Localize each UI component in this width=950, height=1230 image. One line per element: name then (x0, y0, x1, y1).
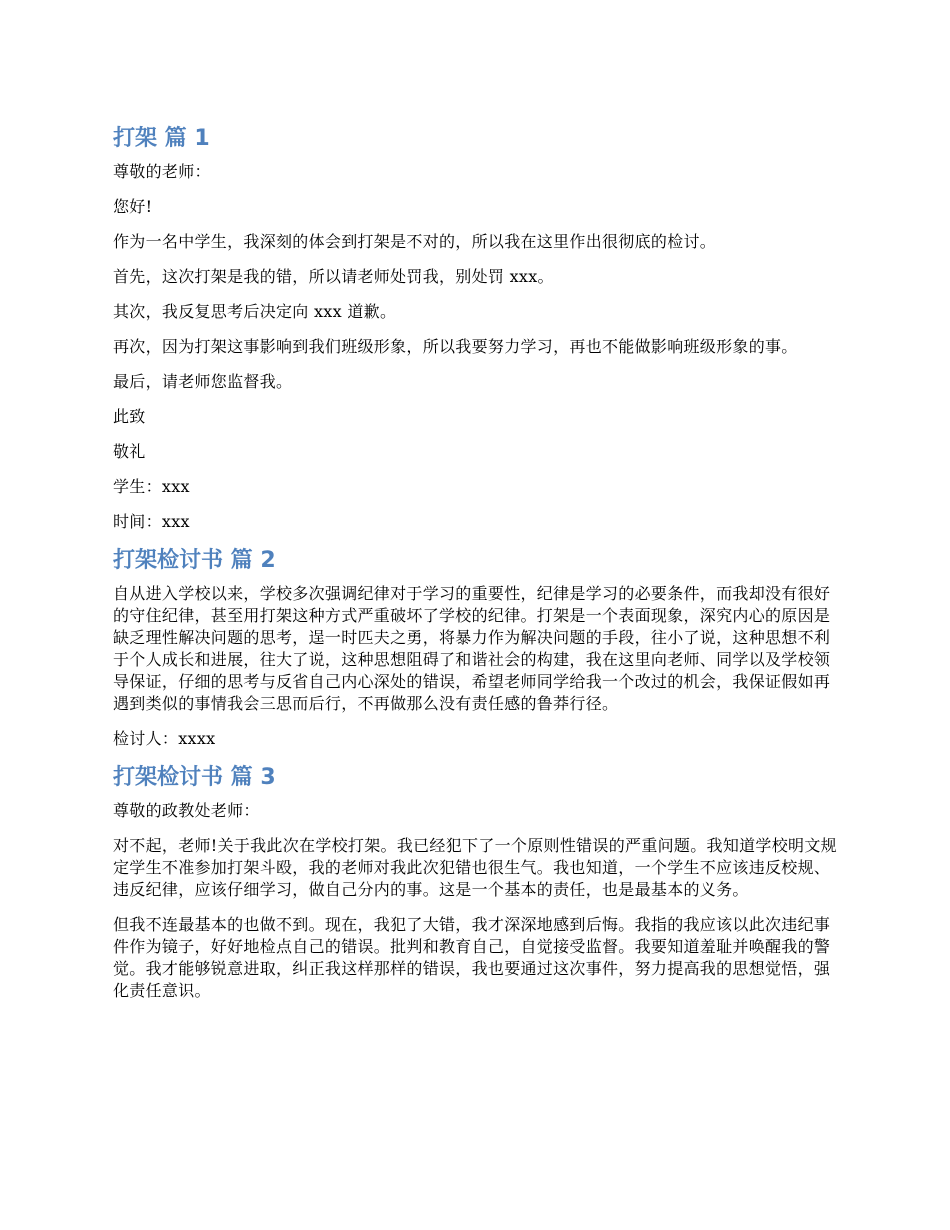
body-paragraph: 但我不连最基本的也做不到。现在，我犯了大错，我才深深地感到后悔。我指的我应该以此次违纪事件作为镜子，好好地检点自己的错误。批判和教育自己，自觉接受监督。我要知道羞耻并唤醒我的警觉。我才能够锐意进取，纠正我这样那样的错误，我也要通过这次事件，努力提高我的思想觉悟，强化责任意识。 (113, 915, 831, 1000)
section-3 (113, 763, 841, 1002)
section-2 (113, 546, 841, 750)
body-paragraph: 其次，我反复思考后决定向 xxx 道歉。 (113, 302, 397, 321)
section-heading: 打架 篇 1 (113, 126, 210, 151)
salutation: 尊敬的老师： (113, 162, 211, 181)
body-paragraph: 对不起，老师!关于我此次在学校打架。我已经犯下了一个原则性错误的严重问题。我知道学校明文规定学生不准参加打架斗殴，我的老师对我此次犯错也很生气。我也知道，一个学生不应该违反校规、违反纪律，应该仔细学习，做自己分内的事。这是一个基本的责任，也是最基本的义务。 (113, 836, 837, 899)
document-page (113, 124, 841, 1015)
closing-line: 敬礼 (113, 442, 146, 461)
signature-student: 学生：xxx (113, 477, 190, 496)
section-heading: 打架检讨书 篇 3 (113, 765, 276, 790)
signature-date: 时间：xxx (113, 512, 190, 531)
greeting: 您好! (113, 197, 153, 216)
section-heading: 打架检讨书 篇 2 (113, 548, 276, 573)
body-paragraph: 首先，这次打架是我的错，所以请老师处罚我，别处罚 xxx。 (113, 267, 554, 286)
closing-line: 此致 (113, 407, 146, 426)
body-paragraph: 自从进入学校以来，学校多次强调纪律对于学习的重要性，纪律是学习的必要条件，而我却没有很好的守住纪律，甚至用打架这种方式严重破坏了学校的纪律。打架是一个表面现象，深究内心的原因是缺乏理性解决问题的思考，逞一时匹夫之勇，将暴力作为解决问题的手段，往小了说，这种思想不利于个人成长和进展，往大了说，这种思想阻碍了和谐社会的构建，我在这里向老师、同学以及学校领导保证，仔细的思考与反省自己内心深处的错误，希望老师同学给我一个改过的机会，我保证假如再遇到类似的事情我会三思而后行，不再做那么没有责任感的鲁莽行径。 (113, 584, 831, 713)
signature-reviewer: 检讨人：xxxx (113, 729, 216, 748)
body-paragraph: 作为一名中学生，我深刻的体会到打架是不对的，所以我在这里作出很彻底的检讨。 (113, 232, 717, 251)
body-paragraph: 再次，因为打架这事影响到我们班级形象，所以我要努力学习，再也不能做影响班级形象的事。 (113, 337, 798, 356)
body-paragraph: 最后，请老师您监督我。 (113, 372, 293, 391)
salutation: 尊敬的政教处老师： (113, 801, 260, 820)
section-1 (113, 124, 841, 533)
